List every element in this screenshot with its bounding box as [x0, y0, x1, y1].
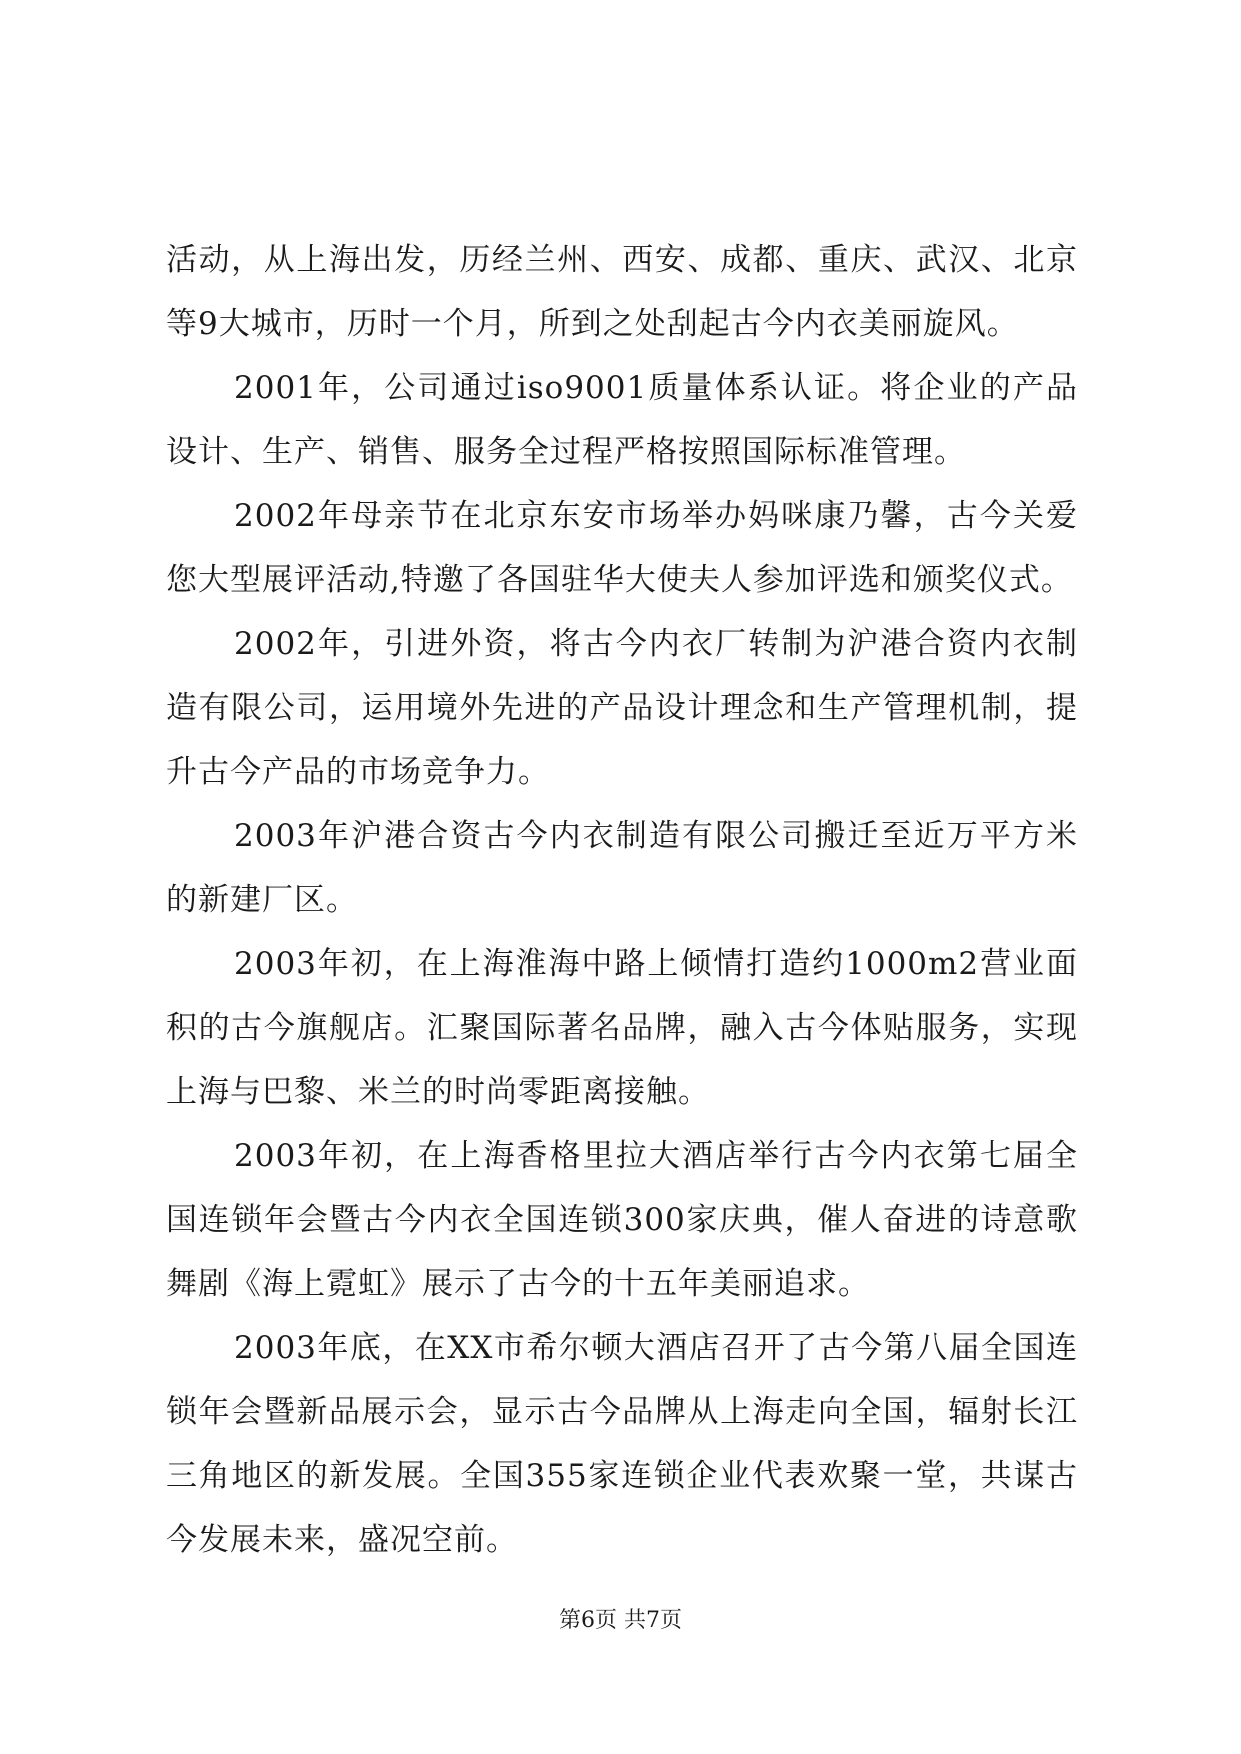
paragraph: 2003年沪港合资古今内衣制造有限公司搬迁至近万平方米的新建厂区。: [166, 818, 1078, 918]
document-body: [166, 228, 1078, 1572]
paragraph: 活动，从上海出发，历经兰州、西安、成都、重庆、武汉、北京等9大城市，历时一个月，所到之处刮起古今内衣美丽旋风。: [166, 242, 1078, 342]
paragraph: 2002年，引进外资，将古今内衣厂转制为沪港合资内衣制造有限公司，运用境外先进的产品设计理念和生产管理机制，提升古今产品的市场竞争力。: [166, 626, 1078, 790]
paragraph: 2003年底，在XX市希尔顿大酒店召开了古今第八届全国连锁年会暨新品展示会，显示古今品牌从上海走向全国，辐射长江三角地区的新发展。全国355家连锁企业代表欢聚一堂，共谋古今发展未来，盛况空前。: [166, 1330, 1078, 1558]
paragraph: 2003年初，在上海淮海中路上倾情打造约1000m2营业面积的古今旗舰店。汇聚国际著名品牌，融入古今体贴服务，实现上海与巴黎、米兰的时尚零距离接触。: [166, 946, 1078, 1110]
paragraph: 2003年初，在上海香格里拉大酒店举行古今内衣第七届全国连锁年会暨古今内衣全国连锁300家庆典，催人奋进的诗意歌舞剧《海上霓虹》展示了古今的十五年美丽追求。: [166, 1138, 1078, 1302]
paragraph: 2002年母亲节在北京东安市场举办妈咪康乃馨，古今关爱您大型展评活动,特邀了各国驻华大使夫人参加评选和颁奖仪式。: [166, 498, 1078, 598]
page-footer: 第6页 共7页: [559, 1608, 682, 1633]
paragraph: 2001年，公司通过iso9001质量体系认证。将企业的产品设计、生产、销售、服务全过程严格按照国际标准管理。: [166, 370, 1078, 470]
